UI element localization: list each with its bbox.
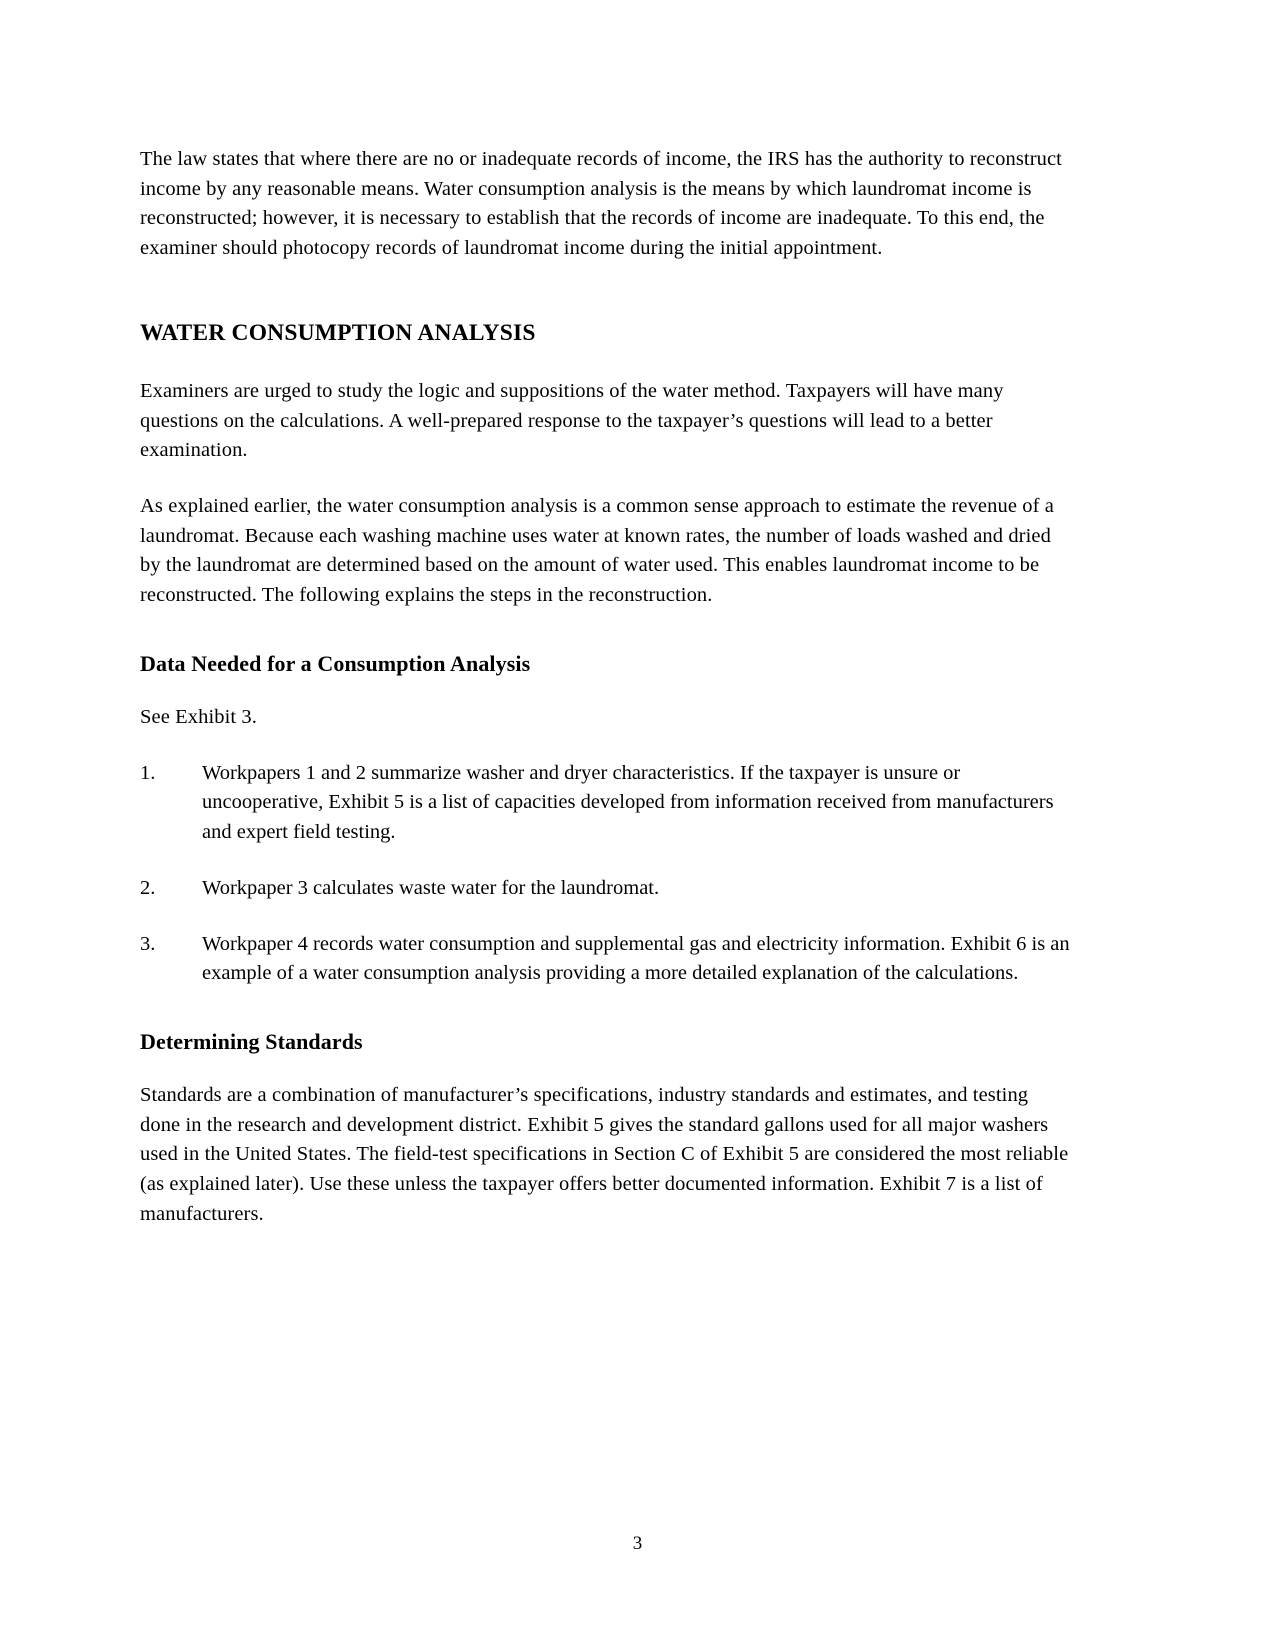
subheading-data-needed: Data Needed for a Consumption Analysis	[140, 650, 531, 676]
subheading-determining-standards: Determining Standards	[140, 1028, 363, 1054]
paragraph-examiners-urged: Examiners are urged to study the logic and suppositions of the water method. Taxpayers will have many questions on the calculations. A well-prepared response to the taxpayer’s questions will lead to a better examination.	[140, 379, 1004, 462]
page-number: 3	[632, 1533, 643, 1554]
list-item	[140, 874, 1070, 904]
list-item-text: Workpaper 4 records water consumption and supplemental gas and electricity information. Exhibit 6 is an example of a water consumption analysis providing a more detailed explanation of the calculations.	[202, 932, 1070, 985]
paragraph-intro: The law states that where there are no or inadequate records of income, the IRS has the authority to reconstruct income by any reasonable means. Water consumption analysis is the means by which laundromat income is reconstructed; however, it is necessary to establish that the records of income are inadequate. To this end, the examiner should photocopy records of laundromat income during the initial appointment.	[140, 148, 1062, 260]
list-item	[140, 930, 1070, 989]
list-item	[140, 759, 1070, 848]
list-item-marker: 2.	[140, 876, 156, 899]
page-content	[140, 145, 1070, 1230]
paragraph-see-exhibit-3: See Exhibit 3.	[140, 705, 257, 728]
paragraph-standards: Standards are a combination of manufacturer’s specifications, industry standards and estimates, and testing done in the research and development district. Exhibit 5 gives the standard gallons used for all major washers used in the United States. The field-test specifications in Section C of Exhibit 5 are considered the most reliable (as explained later). Use these unless the taxpayer offers better documented information. Exhibit 7 is a list of manufacturers.	[140, 1083, 1069, 1225]
paragraph-as-explained-earlier: As explained earlier, the water consumption analysis is a common sense approach to estimate the revenue of a laundromat. Because each washing machine uses water at known rates, the number of loads washed and dried by the laundromat are determined based on the amount of water used. This enables laundromat income to be reconstructed. The following explains the steps in the reconstruction.	[140, 495, 1054, 607]
numbered-list	[140, 759, 1070, 989]
section-heading-water-consumption-analysis: WATER CONSUMPTION ANALYSIS	[140, 319, 536, 346]
list-item-marker: 3.	[140, 932, 156, 955]
list-item-text: Workpaper 3 calculates waste water for the laundromat.	[202, 876, 660, 899]
list-item-marker: 1.	[140, 761, 156, 784]
list-item-text: Workpapers 1 and 2 summarize washer and dryer characteristics. If the taxpayer is unsure or uncooperative, Exhibit 5 is a list of capacities developed from information received from manufacturers and expert field testing.	[202, 761, 1054, 844]
